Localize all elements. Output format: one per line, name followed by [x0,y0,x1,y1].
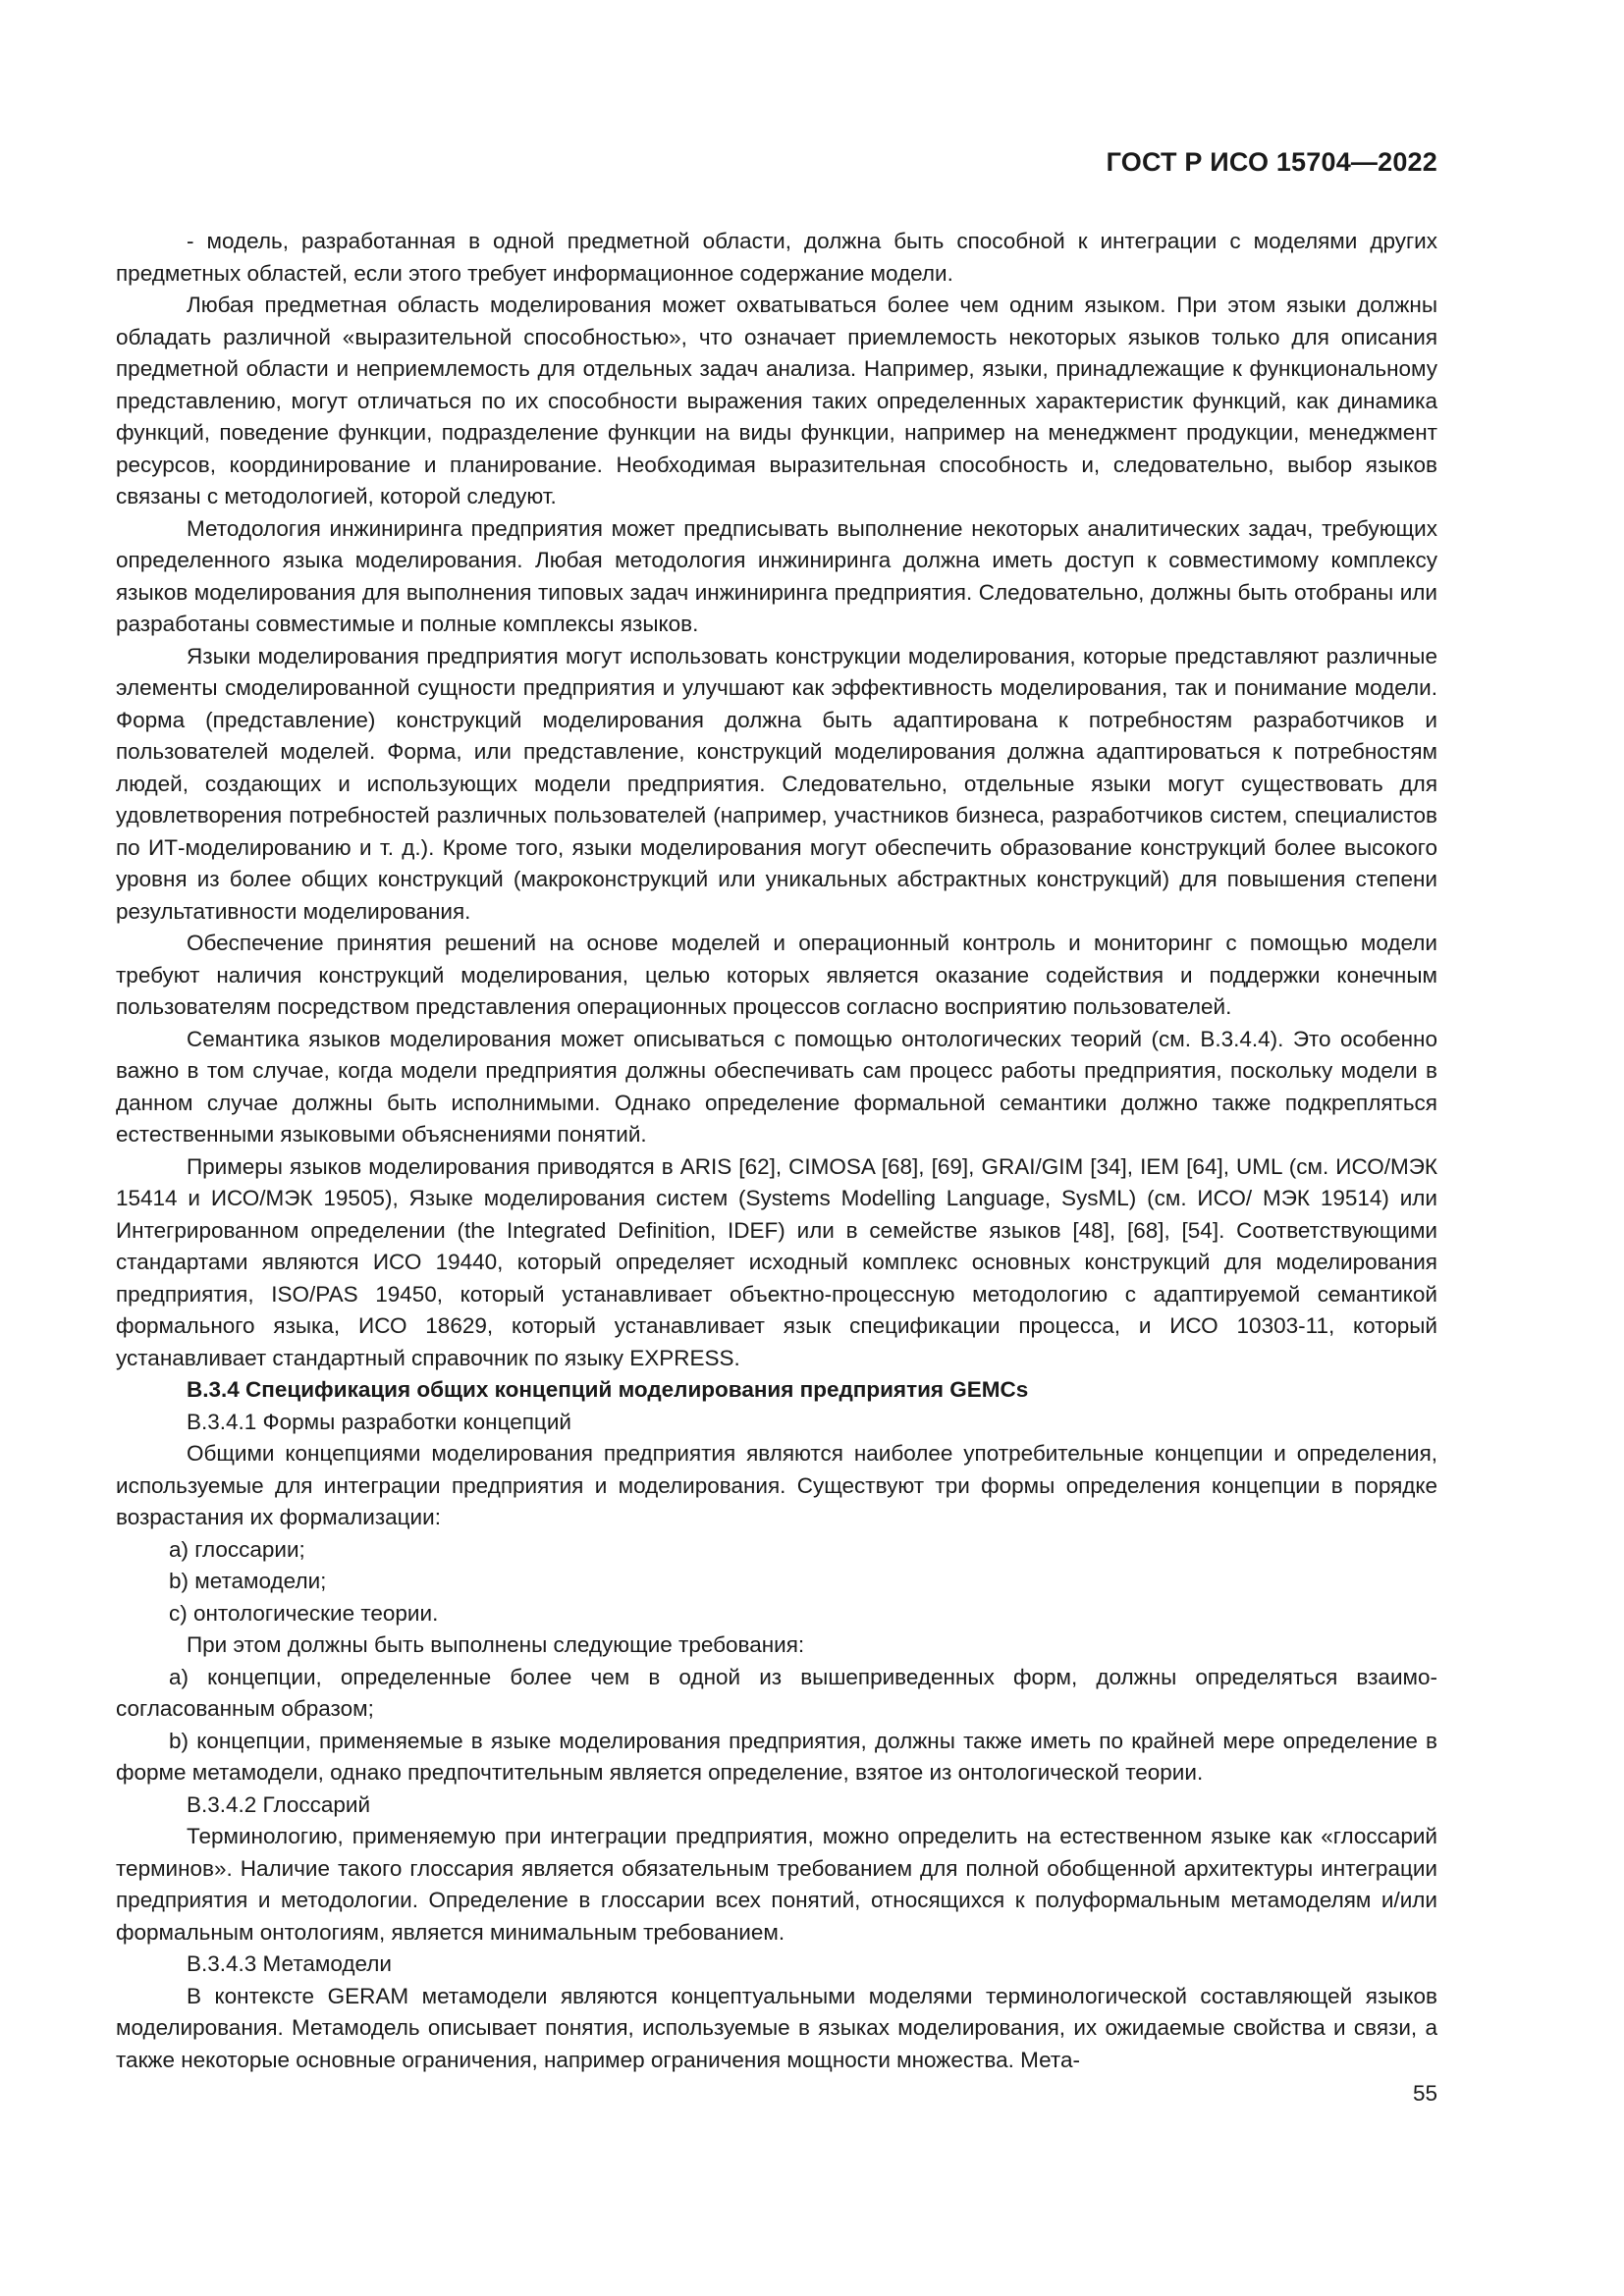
section-heading: B.3.4 Спецификация общих концепций моделирования предприятия GEMCs [187,1377,1029,1402]
list-item: a) концепции, определенные более чем в одной из вышеприведенных форм, должны определяться взаимосогласованным образом; [116,1664,1437,1721]
list-item: b) концепции, применяемые в языке моделирования предприятия, должны также иметь по крайней мере определение в форме метамодели, однако предпочтительным является определение, взятое из онтологической теории. [116,1728,1437,1785]
paragraph: Любая предметная область моделирования может охватываться более чем одним языком. При этом языки должны обладать различной «выразительной способностью», что означает приемлемость некоторых языков только для описания предметной области и неприемлемость для отдельных задач анализа. Например, языки, принадлежащие к функциональному представлению, могут отличаться по их способности выражения таких определенных характеристик функций, как динамика функций, поведение функции, подразделение функции на виды функции, например на менеджмент продукции, менеджмент ресурсов, координирование и планирование. Необходимая выразительная способность и, следовательно, выбор языков связаны с методологией, которой следуют. [116,293,1437,508]
subsection-heading: B.3.4.3 Метамодели [187,1951,392,1976]
document-page [116,0,1437,2296]
document-body [116,226,1437,2076]
paragraph: Примеры языков моделирования приводятся в ARIS [62], CIMOSA [68], [69], GRAI/GIM [34], IEM [64], UML (см. ИСО/МЭК 15414 и ИСО/МЭК 19505), Языке моделирования систем (Systems Modelling Language, SysML) (см. ИСО/ МЭК 19514) или Интегрированном определении (the Integrated Definition, IDEF) или в семействе языков [48], [68], [54]. Соответствующими стандартами являются ИСО 19440, который определяет исходный комплекс основных конструкций для моделирования предприятия, ISO/PAS 19450, который устанавливает объектно-процессную методологию с адаптируемой семантикой формального языка, ИСО 18629, который устанавливает язык спецификации процесса, и ИСО 10303-11, который устанавливает стандартный справочник по языку EXPRESS. [116,1153,1437,1370]
paragraph: В контексте GERAM метамодели являются концептуальными моделями терминологической составляющей языков моделирования. Метамодель описывает понятия, используемые в языках моделирования, их ожидаемые свойства и связи, а также некоторые основные ограничения, например ограничения мощности множества. Мета- [116,1983,1437,2072]
page-number: 55 [1412,2081,1437,2106]
paragraph: Семантика языков моделирования может описываться с помощью онтологических теорий (см. B.3.4.4). Это особенно важно в том случае, когда модели предприятия должны обеспечивать сам процесс работы предприятия, поскольку модели в данном случае должны быть исполнимыми. Однако определение формальной семантики должно также подкрепляться естественными языковыми объяснениями понятий. [116,1026,1437,1147]
subsection-heading: B.3.4.2 Глоссарий [187,1791,371,1817]
paragraph: - модель, разработанная в одной предметной области, должна быть способной к интеграции с моделями других предметных областей, если этого требует информационное содержание модели. [116,229,1437,286]
subsection-heading: B.3.4.1 Формы разработки концепций [187,1409,571,1434]
paragraph: Методология инжиниринга предприятия может предписывать выполнение некоторых аналитических задач, требующих определенного языка моделирования. Любая методология инжиниринга должна иметь доступ к совместимому комплексу языков моделирования для выполнения типовых задач инжиниринга предприятия. Следовательно, должны быть отобраны или разработаны совместимые и полные комплексы языков. [116,515,1437,636]
paragraph: Терминологию, применяемую при интеграции предприятия, можно определить на естественном языке как «глоссарий терминов». Наличие такого глоссария является обязательным требованием для полной обобщенной архитектуры интеграции предприятия и методологии. Определение в глоссарии всех понятий, относящихся к полуформальным метамоделям и/или формальным онтологиям, является минимальным требованием. [116,1824,1437,1945]
list-item: b) метамодели; [169,1569,327,1593]
list-item: a) глоссарии; [169,1536,305,1562]
document-header: ГОСТ Р ИСО 15704—2022 [1106,147,1437,177]
paragraph: При этом должны быть выполнены следующие требования: [187,1632,805,1657]
paragraph: Обеспечение принятия решений на основе моделей и операционный контроль и мониторинг с помощью модели требуют наличия конструкций моделирования, целью которых является оказание содействия и поддержки конечным пользователям посредством представления операционных процессов согласно восприятию пользователей. [116,931,1437,1019]
paragraph: Общими концепциями моделирования предприятия являются наиболее употребительные концепции и определения, используемые для интеграции предприятия и моделирования. Существуют три формы определения концепции в порядке возрастания их формализации: [116,1441,1437,1529]
list-item: c) онтологические теории. [169,1600,439,1626]
paragraph: Языки моделирования предприятия могут использовать конструкции моделирования, которые представляют различные элементы смоделированной сущности предприятия и улучшают как эффективность моделирования, так и понимание модели. Форма (представление) конструкций моделирования должна быть адаптирована к потребностям разработчиков и пользователей моделей. Форма, или представление, конструкций моделирования должна адаптироваться к потребностям людей, создающих и использующих модели предприятия. Следовательно, отдельные языки могут существовать для удовлетворения потребностей различных пользователей (например, участников бизнеса, разработчиков систем, специалистов по ИТ-моделированию и т. д.). Кроме того, языки моделирования могут обеспечить образование конструкций более высокого уровня из более общих конструкций (макроконструкций или уникальных абстрактных конструкций) для повышения степени результативности моделирования. [116,643,1437,924]
